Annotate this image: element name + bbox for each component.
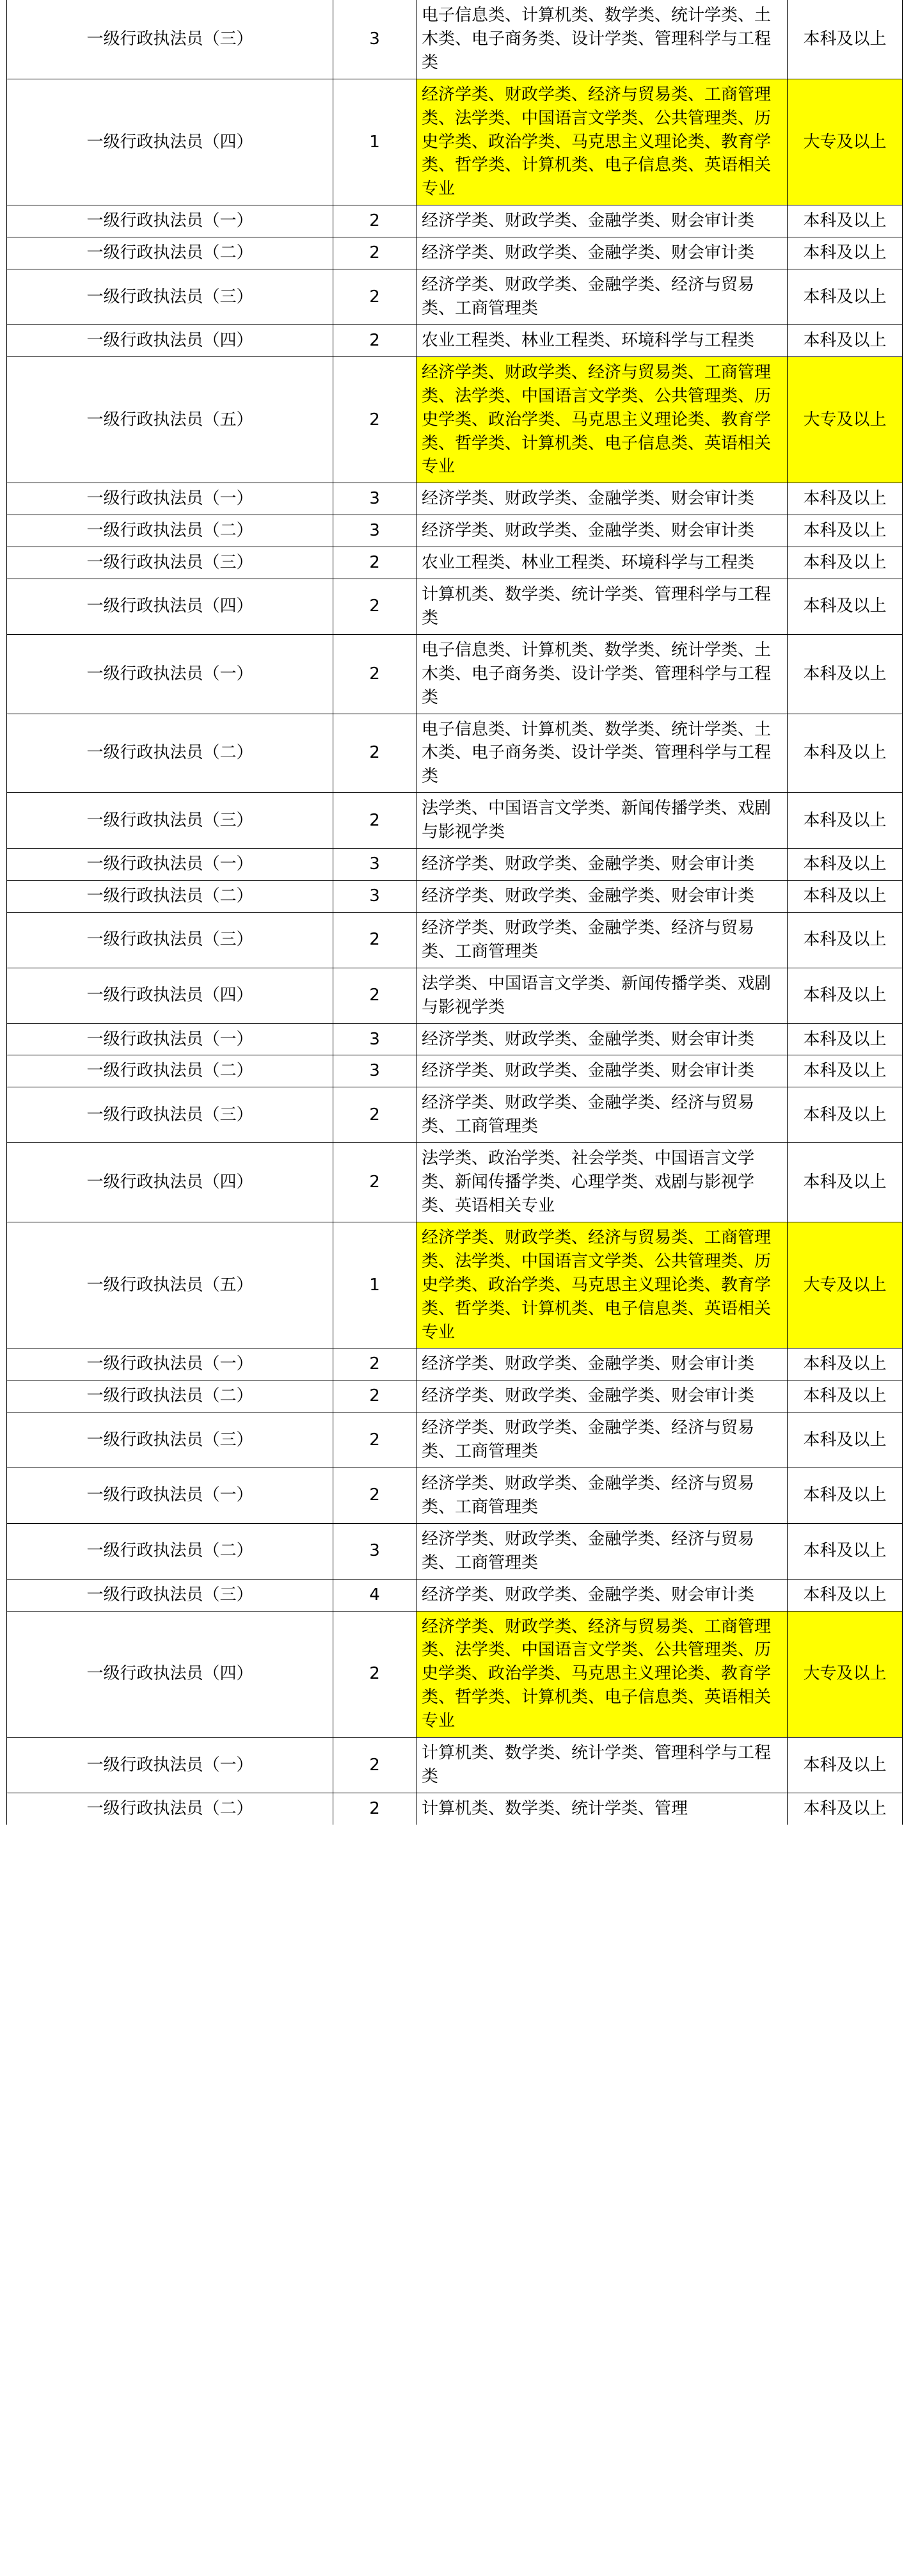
cell-education-requirement: 本科及以上: [788, 1087, 903, 1143]
cell-recruit-count: 2: [333, 968, 416, 1023]
cell-major-requirement: 电子信息类、计算机类、数学类、统计学类、土木类、电子商务类、设计学类、管理科学与工程类: [416, 0, 788, 79]
cell-major-requirement: 农业工程类、林业工程类、环境科学与工程类: [416, 547, 788, 579]
cell-post-name: 一级行政执法员（一）: [7, 1023, 333, 1055]
cell-recruit-count: 2: [333, 579, 416, 635]
cell-post-name: 一级行政执法员（一）: [7, 205, 333, 237]
cell-education-requirement: 本科及以上: [788, 881, 903, 913]
table-row: [7, 1348, 903, 1380]
cell-education-requirement: 本科及以上: [788, 483, 903, 515]
cell-education-requirement: 本科及以上: [788, 237, 903, 269]
cell-education-requirement: 本科及以上: [788, 324, 903, 356]
cell-recruit-count: 3: [333, 1023, 416, 1055]
cell-education-requirement: 大专及以上: [788, 79, 903, 205]
cell-major-requirement: 法学类、中国语言文学类、新闻传播学类、戏剧与影视学类: [416, 793, 788, 849]
cell-post-name: 一级行政执法员（四）: [7, 1611, 333, 1738]
table-row: [7, 515, 903, 547]
table-body: [7, 0, 903, 1825]
cell-major-requirement: 经济学类、财政学类、金融学类、经济与贸易类、工商管理类: [416, 912, 788, 968]
cell-education-requirement: 本科及以上: [788, 1523, 903, 1579]
cell-post-name: 一级行政执法员（三）: [7, 547, 333, 579]
table-row: [7, 547, 903, 579]
cell-education-requirement: 本科及以上: [788, 714, 903, 793]
table-row: [7, 579, 903, 635]
cell-post-name: 一级行政执法员（三）: [7, 1579, 333, 1611]
table-row: [7, 968, 903, 1023]
cell-major-requirement: 经济学类、财政学类、金融学类、财会审计类: [416, 1380, 788, 1412]
table-row: [7, 1380, 903, 1412]
table-row: [7, 1611, 903, 1738]
cell-education-requirement: 本科及以上: [788, 1023, 903, 1055]
cell-education-requirement: 本科及以上: [788, 1579, 903, 1611]
cell-major-requirement: 经济学类、财政学类、金融学类、财会审计类: [416, 237, 788, 269]
cell-education-requirement: 本科及以上: [788, 515, 903, 547]
cell-recruit-count: 2: [333, 1087, 416, 1143]
cell-major-requirement: 经济学类、财政学类、经济与贸易类、工商管理类、法学类、中国语言文学类、公共管理类、历史学类、政治学类、马克思主义理论类、教育学类、哲学类、计算机类、电子信息类、英语相关专业: [416, 1222, 788, 1348]
cell-major-requirement: 计算机类、数学类、统计学类、管理: [416, 1793, 788, 1824]
cell-recruit-count: 2: [333, 205, 416, 237]
cell-post-name: 一级行政执法员（四）: [7, 579, 333, 635]
cell-education-requirement: 本科及以上: [788, 269, 903, 325]
cell-post-name: 一级行政执法员（四）: [7, 324, 333, 356]
table-row: [7, 793, 903, 849]
cell-post-name: 一级行政执法员（二）: [7, 881, 333, 913]
cell-post-name: 一级行政执法员（三）: [7, 912, 333, 968]
cell-recruit-count: 2: [333, 1793, 416, 1824]
table-row: [7, 1087, 903, 1143]
cell-education-requirement: 本科及以上: [788, 1380, 903, 1412]
cell-major-requirement: 经济学类、财政学类、金融学类、财会审计类: [416, 1055, 788, 1087]
cell-education-requirement: 本科及以上: [788, 547, 903, 579]
cell-major-requirement: 计算机类、数学类、统计学类、管理科学与工程类: [416, 1738, 788, 1793]
table-row: [7, 1412, 903, 1468]
cell-education-requirement: 本科及以上: [788, 205, 903, 237]
cell-post-name: 一级行政执法员（三）: [7, 0, 333, 79]
cell-recruit-count: 2: [333, 1412, 416, 1468]
table-row: [7, 356, 903, 483]
cell-education-requirement: 本科及以上: [788, 1468, 903, 1524]
table-row: [7, 0, 903, 79]
cell-education-requirement: 大专及以上: [788, 1611, 903, 1738]
cell-recruit-count: 3: [333, 515, 416, 547]
table-row: [7, 237, 903, 269]
cell-post-name: 一级行政执法员（二）: [7, 237, 333, 269]
cell-major-requirement: 电子信息类、计算机类、数学类、统计学类、土木类、电子商务类、设计学类、管理科学与工程类: [416, 714, 788, 793]
cell-major-requirement: 电子信息类、计算机类、数学类、统计学类、土木类、电子商务类、设计学类、管理科学与工程类: [416, 634, 788, 714]
table-row: [7, 205, 903, 237]
table-row: [7, 79, 903, 205]
cell-recruit-count: 3: [333, 0, 416, 79]
cell-recruit-count: 3: [333, 1523, 416, 1579]
cell-post-name: 一级行政执法员（四）: [7, 79, 333, 205]
cell-post-name: 一级行政执法员（四）: [7, 1143, 333, 1222]
cell-education-requirement: 大专及以上: [788, 1222, 903, 1348]
cell-post-name: 一级行政执法员（一）: [7, 1738, 333, 1793]
cell-recruit-count: 2: [333, 1143, 416, 1222]
cell-major-requirement: 经济学类、财政学类、金融学类、财会审计类: [416, 483, 788, 515]
cell-post-name: 一级行政执法员（二）: [7, 1380, 333, 1412]
cell-post-name: 一级行政执法员（一）: [7, 1348, 333, 1380]
table-row: [7, 269, 903, 325]
cell-post-name: 一级行政执法员（三）: [7, 269, 333, 325]
cell-post-name: 一级行政执法员（二）: [7, 1055, 333, 1087]
cell-post-name: 一级行政执法员（一）: [7, 483, 333, 515]
table-row: [7, 849, 903, 881]
cell-post-name: 一级行政执法员（三）: [7, 1412, 333, 1468]
cell-major-requirement: 经济学类、财政学类、金融学类、财会审计类: [416, 1348, 788, 1380]
cell-education-requirement: 本科及以上: [788, 849, 903, 881]
table-row: [7, 1023, 903, 1055]
cell-post-name: 一级行政执法员（四）: [7, 968, 333, 1023]
cell-education-requirement: 本科及以上: [788, 968, 903, 1023]
cell-recruit-count: 2: [333, 356, 416, 483]
cell-post-name: 一级行政执法员（五）: [7, 356, 333, 483]
cell-major-requirement: 经济学类、财政学类、金融学类、经济与贸易类、工商管理类: [416, 1087, 788, 1143]
cell-recruit-count: 3: [333, 849, 416, 881]
cell-education-requirement: 本科及以上: [788, 0, 903, 79]
cell-recruit-count: 2: [333, 634, 416, 714]
cell-recruit-count: 1: [333, 79, 416, 205]
cell-major-requirement: 经济学类、财政学类、金融学类、财会审计类: [416, 881, 788, 913]
cell-education-requirement: 本科及以上: [788, 1412, 903, 1468]
cell-post-name: 一级行政执法员（五）: [7, 1222, 333, 1348]
cell-recruit-count: 1: [333, 1222, 416, 1348]
cell-major-requirement: 经济学类、财政学类、金融学类、财会审计类: [416, 205, 788, 237]
cell-major-requirement: 农业工程类、林业工程类、环境科学与工程类: [416, 324, 788, 356]
table-row: [7, 912, 903, 968]
table-row: [7, 1468, 903, 1524]
cell-post-name: 一级行政执法员（一）: [7, 634, 333, 714]
cell-education-requirement: 本科及以上: [788, 1738, 903, 1793]
cell-major-requirement: 经济学类、财政学类、金融学类、财会审计类: [416, 849, 788, 881]
cell-post-name: 一级行政执法员（二）: [7, 1523, 333, 1579]
cell-recruit-count: 2: [333, 1738, 416, 1793]
cell-major-requirement: 经济学类、财政学类、金融学类、经济与贸易类、工商管理类: [416, 269, 788, 325]
table-row: [7, 1738, 903, 1793]
cell-education-requirement: 本科及以上: [788, 1055, 903, 1087]
cell-post-name: 一级行政执法员（二）: [7, 1793, 333, 1824]
cell-major-requirement: 经济学类、财政学类、经济与贸易类、工商管理类、法学类、中国语言文学类、公共管理类、历史学类、政治学类、马克思主义理论类、教育学类、哲学类、计算机类、电子信息类、英语相关专业: [416, 1611, 788, 1738]
cell-recruit-count: 2: [333, 1611, 416, 1738]
cell-recruit-count: 3: [333, 1055, 416, 1087]
table-row: [7, 634, 903, 714]
cell-post-name: 一级行政执法员（三）: [7, 1087, 333, 1143]
cell-recruit-count: 2: [333, 547, 416, 579]
cell-major-requirement: 计算机类、数学类、统计学类、管理科学与工程类: [416, 579, 788, 635]
cell-post-name: 一级行政执法员（三）: [7, 793, 333, 849]
cell-recruit-count: 2: [333, 714, 416, 793]
cell-major-requirement: 经济学类、财政学类、金融学类、财会审计类: [416, 515, 788, 547]
cell-post-name: 一级行政执法员（二）: [7, 515, 333, 547]
cell-major-requirement: 经济学类、财政学类、经济与贸易类、工商管理类、法学类、中国语言文学类、公共管理类、历史学类、政治学类、马克思主义理论类、教育学类、哲学类、计算机类、电子信息类、英语相关专业: [416, 356, 788, 483]
cell-major-requirement: 法学类、政治学类、社会学类、中国语言文学类、新闻传播学类、心理学类、戏剧与影视学类、英语相关专业: [416, 1143, 788, 1222]
cell-recruit-count: 2: [333, 324, 416, 356]
cell-recruit-count: 2: [333, 1468, 416, 1524]
job-position-table: [6, 0, 903, 1825]
cell-education-requirement: 本科及以上: [788, 912, 903, 968]
table-row: [7, 1143, 903, 1222]
cell-recruit-count: 3: [333, 881, 416, 913]
cell-recruit-count: 2: [333, 793, 416, 849]
table-row: [7, 1055, 903, 1087]
cell-education-requirement: 本科及以上: [788, 579, 903, 635]
cell-recruit-count: 2: [333, 1380, 416, 1412]
table-row: [7, 881, 903, 913]
cell-education-requirement: 本科及以上: [788, 1348, 903, 1380]
table-row: [7, 1523, 903, 1579]
cell-recruit-count: 2: [333, 237, 416, 269]
cell-recruit-count: 2: [333, 269, 416, 325]
cell-major-requirement: 经济学类、财政学类、金融学类、财会审计类: [416, 1579, 788, 1611]
table-row: [7, 1793, 903, 1824]
cell-education-requirement: 本科及以上: [788, 793, 903, 849]
table-row: [7, 714, 903, 793]
table-row: [7, 483, 903, 515]
cell-recruit-count: 2: [333, 1348, 416, 1380]
cell-major-requirement: 经济学类、财政学类、金融学类、经济与贸易类、工商管理类: [416, 1468, 788, 1524]
table-row: [7, 324, 903, 356]
cell-post-name: 一级行政执法员（二）: [7, 714, 333, 793]
cell-major-requirement: 经济学类、财政学类、金融学类、经济与贸易类、工商管理类: [416, 1523, 788, 1579]
table-row: [7, 1579, 903, 1611]
cell-recruit-count: 4: [333, 1579, 416, 1611]
cell-education-requirement: 本科及以上: [788, 634, 903, 714]
cell-major-requirement: 经济学类、财政学类、金融学类、经济与贸易类、工商管理类: [416, 1412, 788, 1468]
cell-post-name: 一级行政执法员（一）: [7, 849, 333, 881]
cell-education-requirement: 本科及以上: [788, 1793, 903, 1824]
cell-post-name: 一级行政执法员（一）: [7, 1468, 333, 1524]
cell-recruit-count: 3: [333, 483, 416, 515]
cell-major-requirement: 经济学类、财政学类、经济与贸易类、工商管理类、法学类、中国语言文学类、公共管理类、历史学类、政治学类、马克思主义理论类、教育学类、哲学类、计算机类、电子信息类、英语相关专业: [416, 79, 788, 205]
cell-education-requirement: 本科及以上: [788, 1143, 903, 1222]
cell-major-requirement: 经济学类、财政学类、金融学类、财会审计类: [416, 1023, 788, 1055]
cell-recruit-count: 2: [333, 912, 416, 968]
cell-major-requirement: 法学类、中国语言文学类、新闻传播学类、戏剧与影视学类: [416, 968, 788, 1023]
cell-education-requirement: 大专及以上: [788, 356, 903, 483]
table-row: [7, 1222, 903, 1348]
